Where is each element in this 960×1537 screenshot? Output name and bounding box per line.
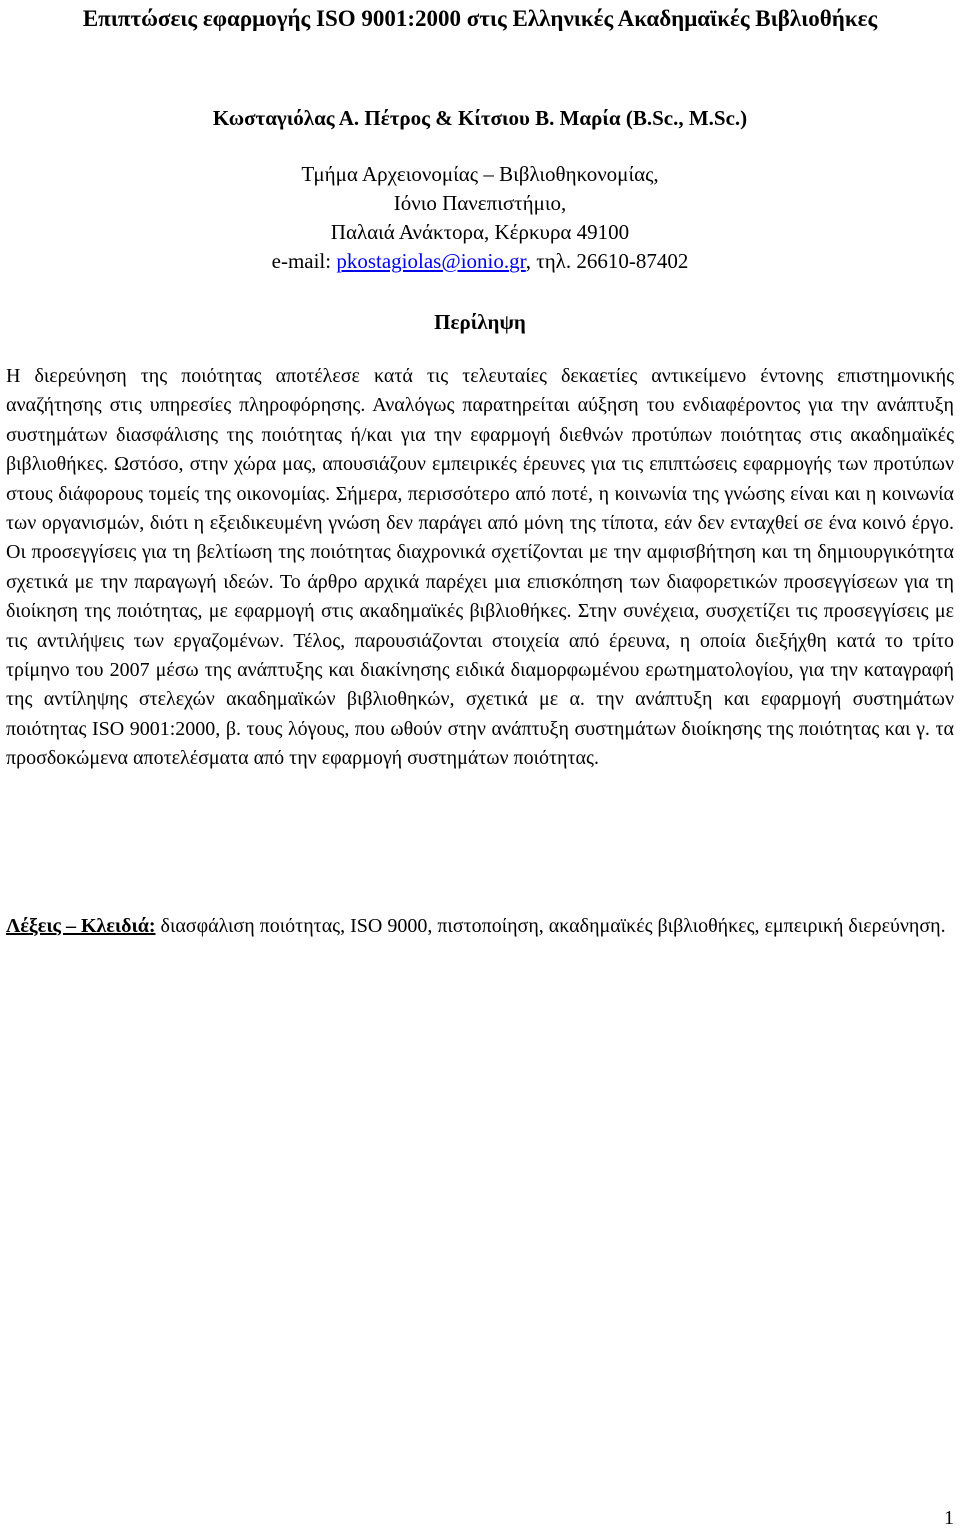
page-number: 1: [944, 1507, 954, 1529]
keywords-paragraph: [6, 912, 954, 941]
keywords-label: [6, 915, 156, 937]
keywords-label-text: Λέξεις – Κλειδιά:: [6, 915, 156, 937]
affiliation-department: Τμήμα Αρχειονομίας – Βιβλιοθηκονομίας,: [301, 162, 659, 186]
contact-line: [0, 247, 960, 276]
affiliation-university: Ιόνιο Πανεπιστήμιο,: [393, 191, 567, 215]
affiliation-address: Παλαιά Ανάκτορα, Κέρκυρα 49100: [330, 220, 630, 244]
abstract-heading: Περίληψη: [434, 310, 526, 334]
document-title: Επιπτώσεις εφαρμογής ISO 9001:2000 στις Ελληνικές Ακαδημαϊκές Βιβλιοθήκες: [82, 6, 878, 31]
email-prefix: e-mail:: [271, 249, 337, 273]
affiliation-block: [0, 160, 960, 276]
keywords-list: διασφάλιση ποιότητας, ISO 9000, πιστοποίηση, ακαδημαϊκές βιβλιοθήκες, εμπειρική διερεύνηση.: [155, 915, 946, 937]
email-link-domain[interactable]: gr: [509, 249, 526, 273]
abstract-paragraph: Η διερεύνηση της ποιότητας αποτέλεσε κατά τις τελευταίες δεκαετίες αντικείμενο έντονης επιστημονικής αναζήτησης στις υπηρεσίες πληροφόρησης. Αναλόγως παρατηρείται αύξηση του ενδιαφέροντος για την ανάπτυξη συστημάτων διασφάλισης της ποιότητας ή/και για την εφαρμογή διεθνών προτύπων ποιότητας στις ακαδημαϊκές βιβλιοθήκες. Ωστόσο, στην χώρα μας, απουσιάζουν εμπειρικές έρευνες για τις επιπτώσεις εφαρμογής των προτύπων στους διάφορους τομείς της οικονομίας. Σήμερα, περισσότερο από ποτέ, η κοινωνία της γνώσης είναι και η κοινωνία των οργανισμών, διότι η εξειδικευμένη γνώση δεν παράγει από μόνη της τίποτα, εάν δεν ενταχθεί σε ένα κοινό έργο. Οι προσεγγίσεις για τη βελτίωση της ποιότητας διαχρονικά σχετίζονται με την αμφισβήτηση και τη δημιουργικότητα σχετικά με την παραγωγή ιδεών. Το άρθρο αρχικά παρέχει μια επισκόπηση των διαφορετικών προσεγγίσεων για τη διοίκηση της ποιότητας, με εφαρμογή στις ακαδημαϊκές βιβλιοθήκες. Στην συνέχεια, συσχετίζει τις προσεγγίσεις με τις αντιλήψεις των εργαζομένων. Τέλος, παρουσιάζονται στοιχεία από έρευνα, η οποία διεξήχθη κατά το τρίτο τρίμηνο του 2007 μέσω της ανάπτυξης και διακίνησης ειδικά διαμορφωμένου ερωτηματολογίου, για την καταγραφή της αντίληψης στελεχών ακαδημαϊκών βιβλιοθηκών, σχετικά με α. την ανάπτυξη και εφαρμογή συστημάτων ποιότητας ISO 9001:2000, β. τους λόγους, που ωθούν στην ανάπτυξη συστημάτων διοίκησης της ποιότητας και γ. τα προσδοκώμενα αποτελέσματα από την εφαρμογή συστημάτων ποιότητας.: [6, 365, 954, 770]
email-link-user[interactable]: pkostagiolas@ionio.: [336, 249, 510, 273]
authors-line: Κωσταγιόλας Α. Πέτρος & Κίτσιου Β. Μαρία (B.Sc., M.Sc.): [212, 106, 748, 130]
phone-number: , τηλ. 26610-87402: [525, 249, 689, 273]
